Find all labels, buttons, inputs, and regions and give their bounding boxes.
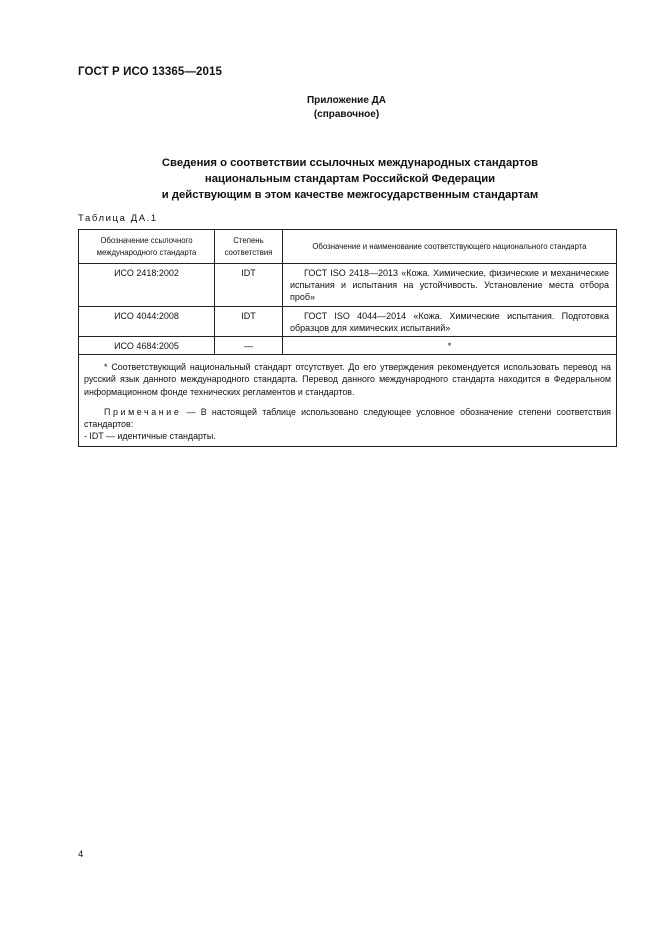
footnote-text: * Соответствующий национальный стандарт отсутствует. До его утверждения рекомендуется использовать перевод на русский язык данного международного стандарта. Перевод данного международного стандарта находится в Федеральном информационном фонде технических регламентов и стандартов. bbox=[84, 362, 611, 397]
title-line-1: Сведения о соответствии ссылочных международных стандартов bbox=[161, 157, 539, 169]
column-header-reference: Обозначение ссылочного международного стандарта bbox=[79, 230, 215, 264]
national-standard-cell bbox=[283, 264, 617, 307]
note-paragraph bbox=[84, 406, 611, 430]
title-line-2: национальным стандартам Российской Федерации bbox=[204, 173, 496, 185]
table-row bbox=[79, 264, 617, 307]
table-row bbox=[79, 306, 617, 336]
reference-cell: ИСО 4044:2008 bbox=[79, 306, 215, 336]
national-standard-cell bbox=[283, 306, 617, 336]
document-header: ГОСТ Р ИСО 13365—2015 bbox=[78, 66, 223, 78]
appendix-title bbox=[60, 155, 640, 203]
table-row bbox=[79, 337, 617, 355]
note-label: Примечание bbox=[104, 406, 182, 417]
title-line-3: и действующим в этом качестве межгосударственным стандартам bbox=[161, 189, 539, 201]
degree-cell: — bbox=[215, 337, 283, 355]
reference-cell: ИСО 2418:2002 bbox=[79, 264, 215, 307]
table-header-row bbox=[79, 230, 617, 264]
column-header-national: Обозначение и наименование соответствующего национального стандарта bbox=[283, 230, 617, 264]
reference-cell: ИСО 4684:2005 bbox=[79, 337, 215, 355]
appendix-heading bbox=[0, 94, 661, 122]
national-standard-text: ГОСТ ISO 4044—2014 «Кожа. Химические испытания. Подготовка образцов для химических испытаний» bbox=[290, 310, 609, 333]
table-footnote-cell bbox=[79, 355, 617, 447]
degree-cell: IDT bbox=[215, 306, 283, 336]
degree-cell: IDT bbox=[215, 264, 283, 307]
page-number: 4 bbox=[78, 849, 84, 860]
national-standard-cell: * bbox=[283, 337, 617, 355]
note-item: - IDT — идентичные стандарты. bbox=[84, 431, 216, 442]
correspondence-table bbox=[78, 229, 617, 447]
national-standard-text: ГОСТ ISO 2418—2013 «Кожа. Химические, физические и механические испытания и испытания на устойчивость. Установление места отбора проб» bbox=[290, 268, 609, 303]
table-caption: Таблица ДА.1 bbox=[78, 213, 158, 224]
appendix-label: Приложение ДА bbox=[306, 95, 387, 106]
column-header-degree: Степень соответствия bbox=[215, 230, 283, 264]
note-text: — В настоящей таблице использовано следующее условное обозначение степени соответствия стандартов: bbox=[84, 406, 611, 430]
table-footer-row bbox=[79, 355, 617, 447]
appendix-type: (справочное) bbox=[313, 109, 380, 120]
